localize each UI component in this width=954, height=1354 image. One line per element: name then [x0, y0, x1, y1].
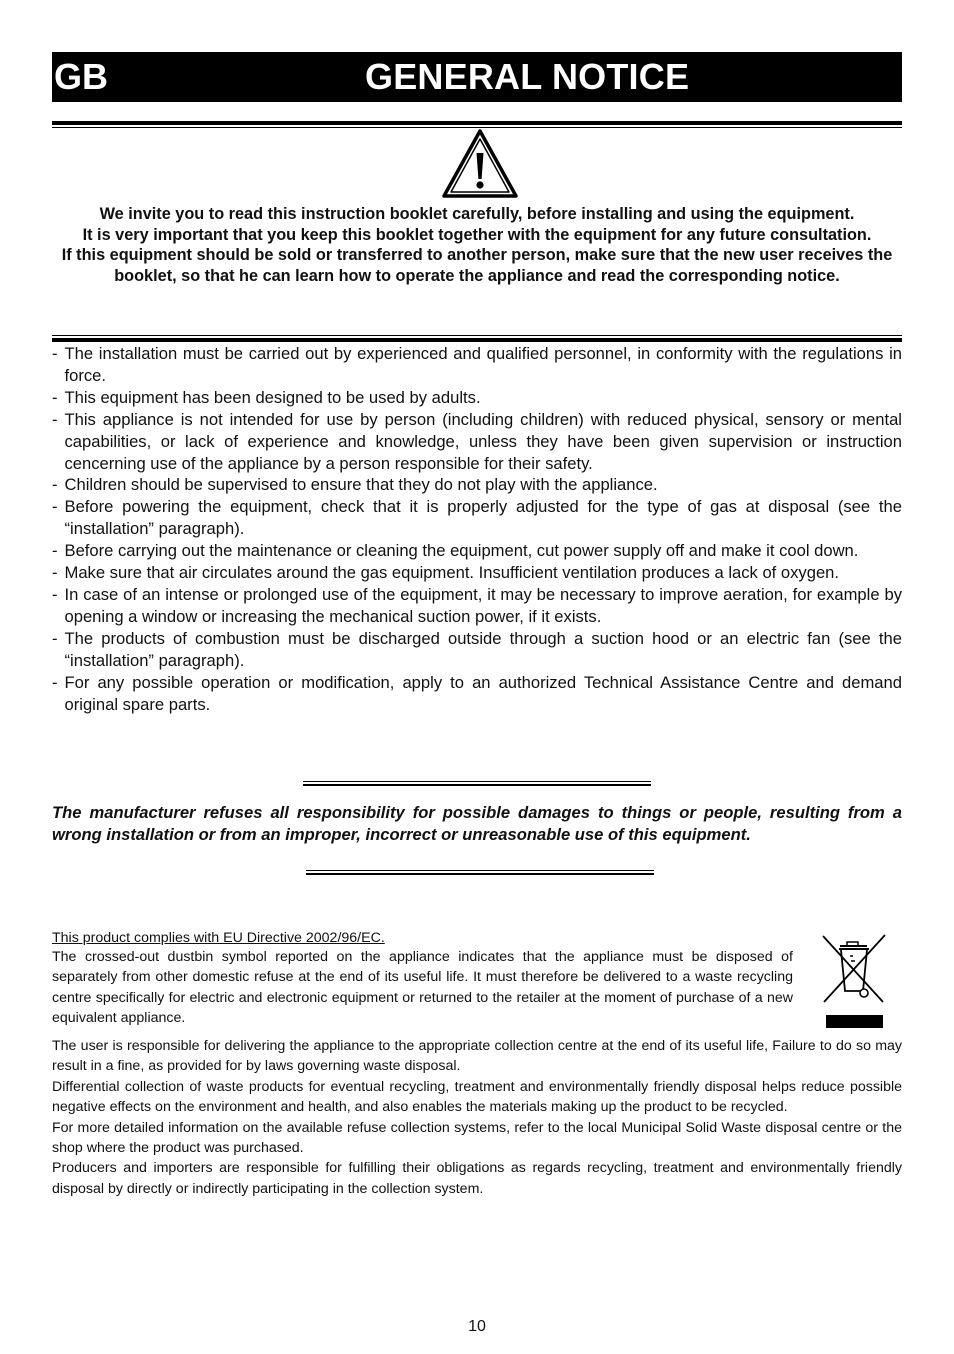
intro-line: If this equipment should be sold or transferred to another person, make sure that the new user receives the booklet, so that he can learn how to operate the appliance and read the corresponding notice. [61, 246, 893, 285]
disclaimer-divider-top-thin [303, 781, 651, 782]
weee-paragraph: For more detailed information on the available refuse collection systems, refer to the local Municipal Solid Waste disposal centre or the shop where the product was purchased. [52, 1119, 902, 1157]
disclaimer-divider-top-thick [303, 784, 651, 786]
weee-paragraph: Differential collection of waste products for eventual recycling, treatment and environmentally friendly disposal helps reduce possible negative effects on the environment and health, and also enables the materials making up the product to be recycled. [52, 1078, 902, 1116]
intro-notice [52, 204, 902, 286]
weee-heading: This product complies with EU Directive 2002/96/EC. [52, 930, 385, 946]
page-title: GENERAL NOTICE [365, 56, 690, 97]
list-item: - The products of combustion must be discharged outside through a suction hood or an electric fan (see the “installation” paragraph). [52, 628, 902, 670]
safety-rules-list [52, 343, 902, 715]
list-divider-thin [52, 335, 902, 336]
header-divider-thick [52, 121, 902, 125]
intro-line: It is very important that you keep this booklet together with the equipment for any future consultation. [82, 225, 872, 244]
list-item: - Before carrying out the maintenance or cleaning the equipment, cut power supply off and make it cool down. [52, 541, 859, 561]
list-item: - Make sure that air circulates around the gas equipment. Insufficient ventilation produces a lack of oxygen. [52, 563, 840, 583]
weee-paragraphs [52, 1036, 902, 1199]
weee-symbol-bar [826, 1015, 883, 1028]
weee-paragraph: The user is responsible for delivering the appliance to the appropriate collection centre at the end of its useful life, Failure to do so may result in a fine, as provided for by laws governing waste disposal. [52, 1038, 902, 1075]
list-item: - The installation must be carried out by experienced and qualified personnel, in conformity with the regulations in force. [52, 344, 902, 385]
manufacturer-disclaimer: The manufacturer refuses all responsibility for possible damages to things or people, resulting from a wrong installation or from an improper, incorrect or unreasonable use of this equipment. [52, 803, 902, 844]
page-number: 10 [468, 1318, 486, 1335]
list-item: - For any possible operation or modification, apply to an authorized Technical Assistance Centre and demand original spare parts. [52, 672, 902, 714]
header-bar [52, 52, 902, 102]
disclaimer-divider-bottom-thin [306, 870, 654, 871]
crossed-out-wheelie-bin-icon [820, 932, 886, 1004]
weee-paragraph: Producers and importers are responsible for fulfilling their obligations as regards recycling, treatment and environmentally friendly disposal by directly or indirectly participating in the collection system. [52, 1160, 902, 1197]
list-item: - This equipment has been designed to be used by adults. [52, 387, 481, 407]
list-divider-thick [52, 338, 902, 342]
language-code: GB [54, 56, 108, 97]
list-item: - This appliance is not intended for use by person (including children) with reduced physical, sensory or mental capabilities, or lack of experience and knowledge, unless they have been given supervision or instruction cencerning use of the appliance by a person responsible for their safety. [52, 409, 902, 473]
intro-line: We invite you to read this instruction booklet carefully, before installing and using the equipment. [99, 205, 855, 223]
weee-intro: The crossed-out dustbin symbol reported on the appliance indicates that the appliance must be disposed of separately from other domestic refuse at the end of its useful life. It must therefore be delivered to a waste recycling centre specifically for electric and electronic equipment or returned to the retailer at the moment of purchase of a new equivalent appliance. [52, 949, 793, 1027]
list-item: - Before powering the equipment, check that it is properly adjusted for the type of gas at disposal (see the “installation” paragraph). [52, 497, 902, 539]
disclaimer-divider-bottom-thick [306, 873, 654, 875]
warning-triangle-icon [441, 128, 519, 200]
list-item: - In case of an intense or prolonged use of the equipment, it may be necessary to improve aeration, for example by opening a window or increasing the mechanical suction power, if it exists. [52, 584, 902, 626]
list-item: - Children should be supervised to ensure that they do not play with the appliance. [52, 475, 658, 495]
